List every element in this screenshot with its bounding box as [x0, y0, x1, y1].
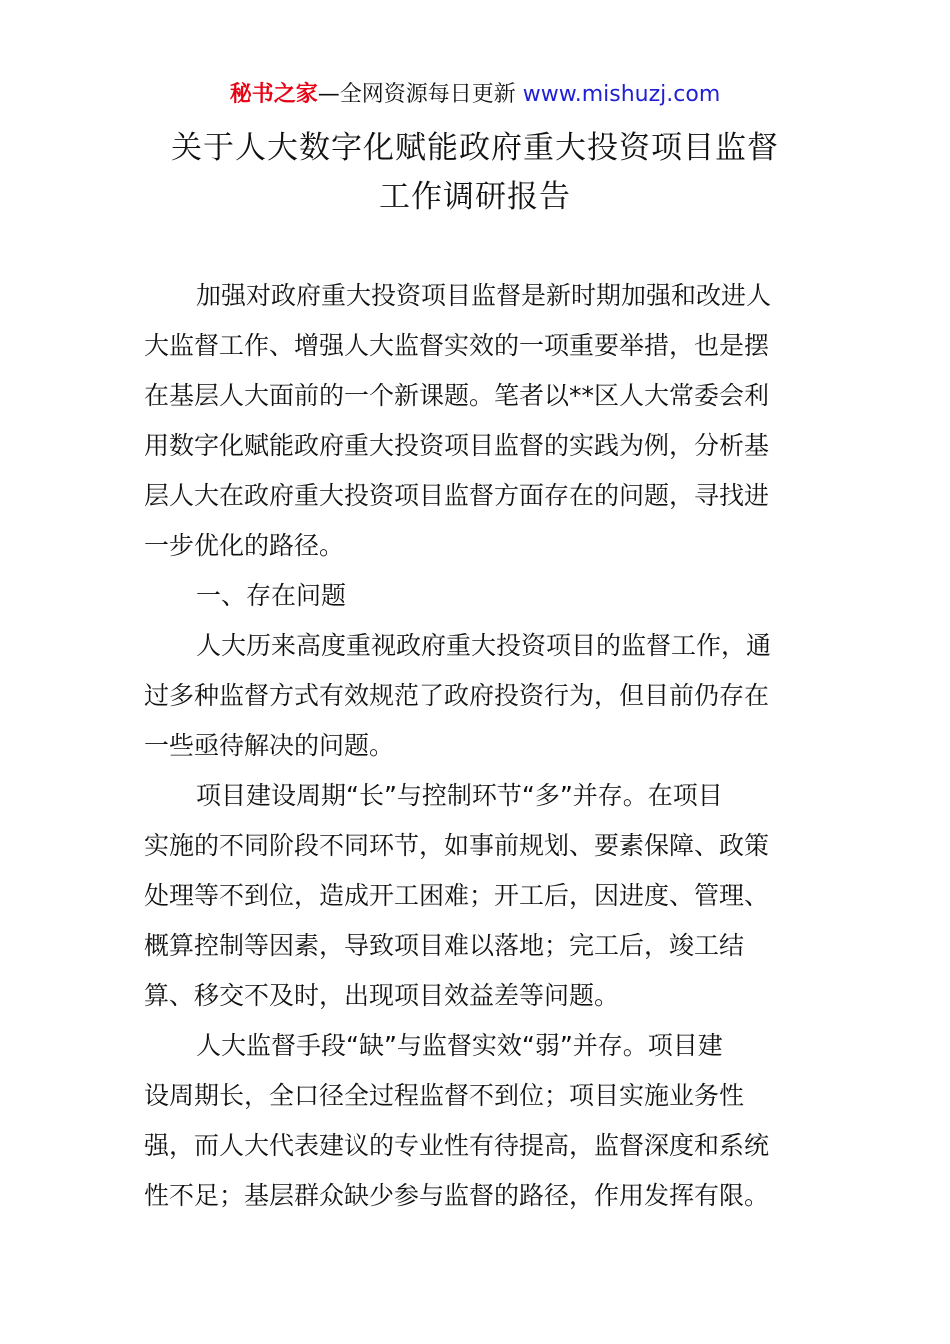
paragraph-line: 大监督工作、增强人大监督实效的一项重要举措，也是摆 — [144, 331, 770, 360]
site-url-link[interactable]: www.mishuzj.com — [522, 82, 721, 107]
paragraph-line: 过多种监督方式有效规范了政府投资行为，但目前仍存在 — [144, 681, 770, 710]
site-header — [0, 78, 950, 112]
paragraph-line: 在基层人大面前的一个新课题。笔者以**区人大常委会利 — [144, 381, 770, 410]
document-title-line-2: 工作调研报告 — [379, 179, 571, 215]
header-tagline: —全网资源每日更新 — [317, 82, 516, 107]
paragraph-line: 人大历来高度重视政府重大投资项目的监督工作，通 — [196, 631, 772, 660]
paragraph-line: 算、移交不及时，出现项目效益差等问题。 — [144, 981, 620, 1010]
paragraph-line: 项目建设周期“长”与控制环节“多”并存。在项目 — [196, 781, 723, 810]
paragraph-line: 层人大在政府重大投资项目监督方面存在的问题，寻找进 — [144, 481, 770, 510]
paragraph-line: 一步优化的路径。 — [144, 531, 345, 560]
document-body — [144, 278, 808, 1228]
paragraph-line: 概算控制等因素，导致项目难以落地；完工后，竣工结 — [144, 931, 745, 960]
document-title-line-1: 关于人大数字化赋能政府重大投资项目监督 — [171, 130, 779, 166]
paragraph-line: 加强对政府重大投资项目监督是新时期加强和改进人 — [196, 281, 772, 310]
paragraph-line: 处理等不到位，造成开工困难；开工后，因进度、管理、 — [144, 881, 770, 910]
paragraph-line: 用数字化赋能政府重大投资项目监督的实践为例，分析基 — [144, 431, 770, 460]
section-heading: 一、存在问题 — [196, 581, 347, 610]
paragraph-line: 强，而人大代表建议的专业性有待提高，监督深度和系统 — [144, 1131, 770, 1160]
paragraph-line: 实施的不同阶段不同环节，如事前规划、要素保障、政策 — [144, 831, 770, 860]
paragraph-line: 人大监督手段“缺”与监督实效“弱”并存。项目建 — [196, 1031, 723, 1060]
paragraph-line: 性不足；基层群众缺少参与监督的路径，作用发挥有限。 — [144, 1181, 770, 1210]
brand-name[interactable]: 秘书之家 — [229, 82, 318, 107]
paragraph-line: 设周期长，全口径全过程监督不到位；项目实施业务性 — [144, 1081, 745, 1110]
paragraph-line: 一些亟待解决的问题。 — [144, 731, 395, 760]
